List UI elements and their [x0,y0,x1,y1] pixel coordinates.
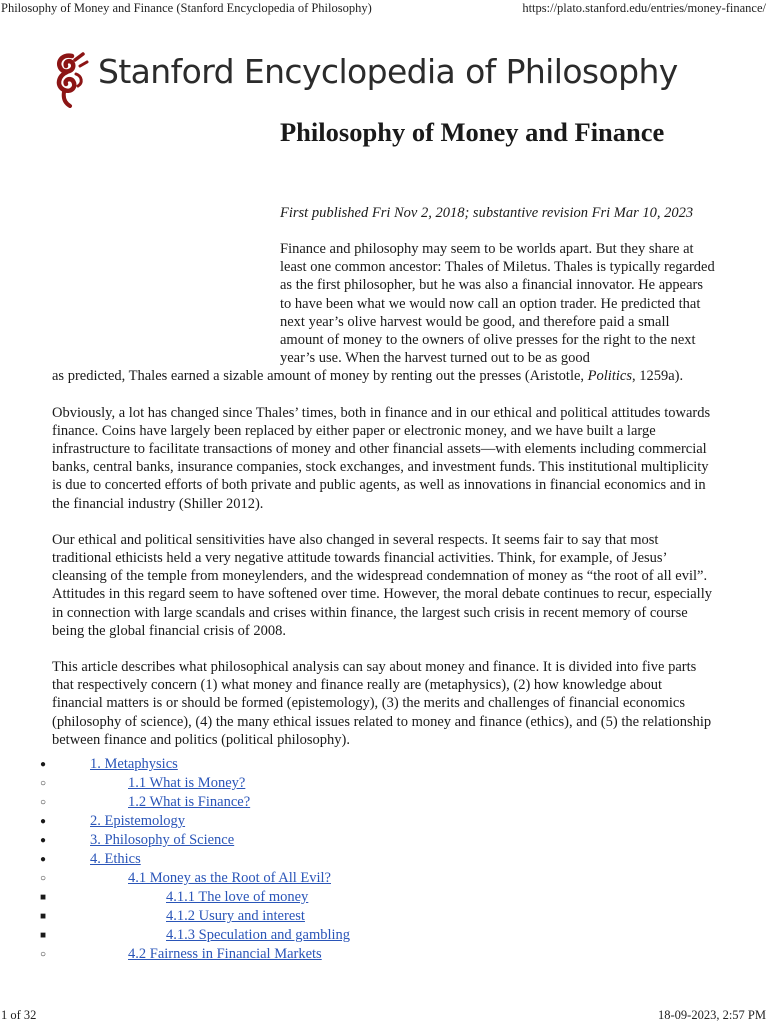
page-count: 1 of 32 [1,1008,37,1022]
entry-title: Philosophy of Money and Finance [280,117,665,147]
site-title: Stanford Encyclopedia of Philosophy [98,52,678,91]
toc-item [40,869,712,888]
preamble-paragraph-4: This article describes what philosophical analysis can say about money and finance. It is divided into five parts that respectively concern (1) what money and finance really are (metaphysics), (2) how knowledge about financial matters is or should be formed (epistemology), (3) the merits and challenges of financial economics (philosophy of science), (4) the many ethical issues related to money and finance (ethics), and (5) the relationship between finance and politics (political philosophy). [52,659,712,748]
sep-logo-icon [50,50,92,108]
bullet-disc-icon: ● [40,835,47,846]
toc-item [40,812,712,831]
toc-item [40,793,712,812]
bullet-circle-icon: ○ [40,873,47,884]
toc-link[interactable]: 2. Epistemology [90,813,186,829]
preamble-paragraph-1-tail [52,367,716,385]
toc-link[interactable]: 4. Ethics [90,851,141,867]
preamble-paragraph-2: Obviously, a lot has changed since Thales’ times, both in finance and in our ethical and political attitudes towards finance. Coins have largely been replaced by either paper or electronic money, and we have built a large infrastructure to facilitate transactions of money and other financial assets—with elements including commercial banks, central banks, insurance companies, stock exchanges, and investment funds. This institutional multiplicity is due to concerted efforts of both private and public agents, as well as innovations in financial economics and in the financial industry (Shiller 2012). [52,404,711,512]
preamble-text: as predicted, Thales earned a sizable amount of money by renting out the presses (Aristotle, [52,368,588,385]
toc-link[interactable]: 3. Philosophy of Science [90,832,235,848]
toc-link[interactable]: 1.2 What is Finance? [128,794,251,810]
table-of-contents [40,755,712,964]
bullet-circle-icon: ○ [40,797,47,808]
toc-link[interactable]: 4.1.1 The love of money [166,889,309,905]
print-datetime: 18-09-2023, 2:57 PM [658,1008,766,1022]
preamble-text: , 1259a). [631,368,684,385]
preamble-paragraph-3: Our ethical and political sensitivities have also changed in several respects. It seems fair to say that most traditional ethicists held a very negative attitude towards financial activities. Think, for example, of Jesus’ cleansing of the temple from moneylenders, and the widespread condemnation of money as “the root of all evil”. Attitudes in this regard seem to have softened over time. However, the moral debate continues to recur, especially in connection with large scandals and crises within finance, the largest such crisis in recent memory of course being the global financial crisis of 2008. [52,531,712,639]
toc-item [40,850,712,869]
toc-link[interactable]: 1. Metaphysics [90,756,178,772]
print-page-title: Philosophy of Money and Finance (Stanford Encyclopedia of Philosophy) [1,1,372,15]
toc-item [40,907,712,926]
publication-info: First published Fri Nov 2, 2018; substantive revision Fri Mar 10, 2023 [280,205,694,221]
toc-link[interactable]: 4.1 Money as the Root of All Evil? [128,870,331,886]
preamble [52,240,716,767]
toc-link[interactable]: 4.1.3 Speculation and gambling [166,927,351,943]
toc-item [40,945,712,964]
bullet-disc-icon: ● [40,854,47,865]
toc-item [40,888,712,907]
print-footer [0,1008,768,1024]
print-url: https://plato.stanford.edu/entries/money-finance/ [522,1,766,15]
toc-link[interactable]: 4.2 Fairness in Financial Markets [128,946,322,962]
bullet-square-icon: ■ [40,911,47,922]
toc-item [40,926,712,945]
bullet-disc-icon: ● [40,759,47,770]
bullet-square-icon: ■ [40,892,47,903]
toc-item [40,774,712,793]
toc-link[interactable]: 4.1.2 Usury and interest [166,908,305,924]
bullet-circle-icon: ○ [40,949,47,960]
toc-item [40,755,712,774]
bullet-disc-icon: ● [40,816,47,827]
bullet-square-icon: ■ [40,930,47,941]
cited-work-title: Politics [587,368,632,385]
bullet-circle-icon: ○ [40,778,47,789]
toc-item [40,831,712,850]
preamble-paragraph-1: Finance and philosophy may seem to be worlds apart. But they share at least one common ancestor: Thales of Miletus. Thales is typically regarded as the first philosopher, but he was also a financial innovator. He appears to have been what we would now call an option trader. He predicted that next year’s olive harvest would be good, and therefore paid a small amount of money to the owners of olive presses for the right to the next year’s use. When the harvest turned out to be as good [280,241,715,367]
print-header [0,0,768,18]
toc-link[interactable]: 1.1 What is Money? [128,775,246,791]
